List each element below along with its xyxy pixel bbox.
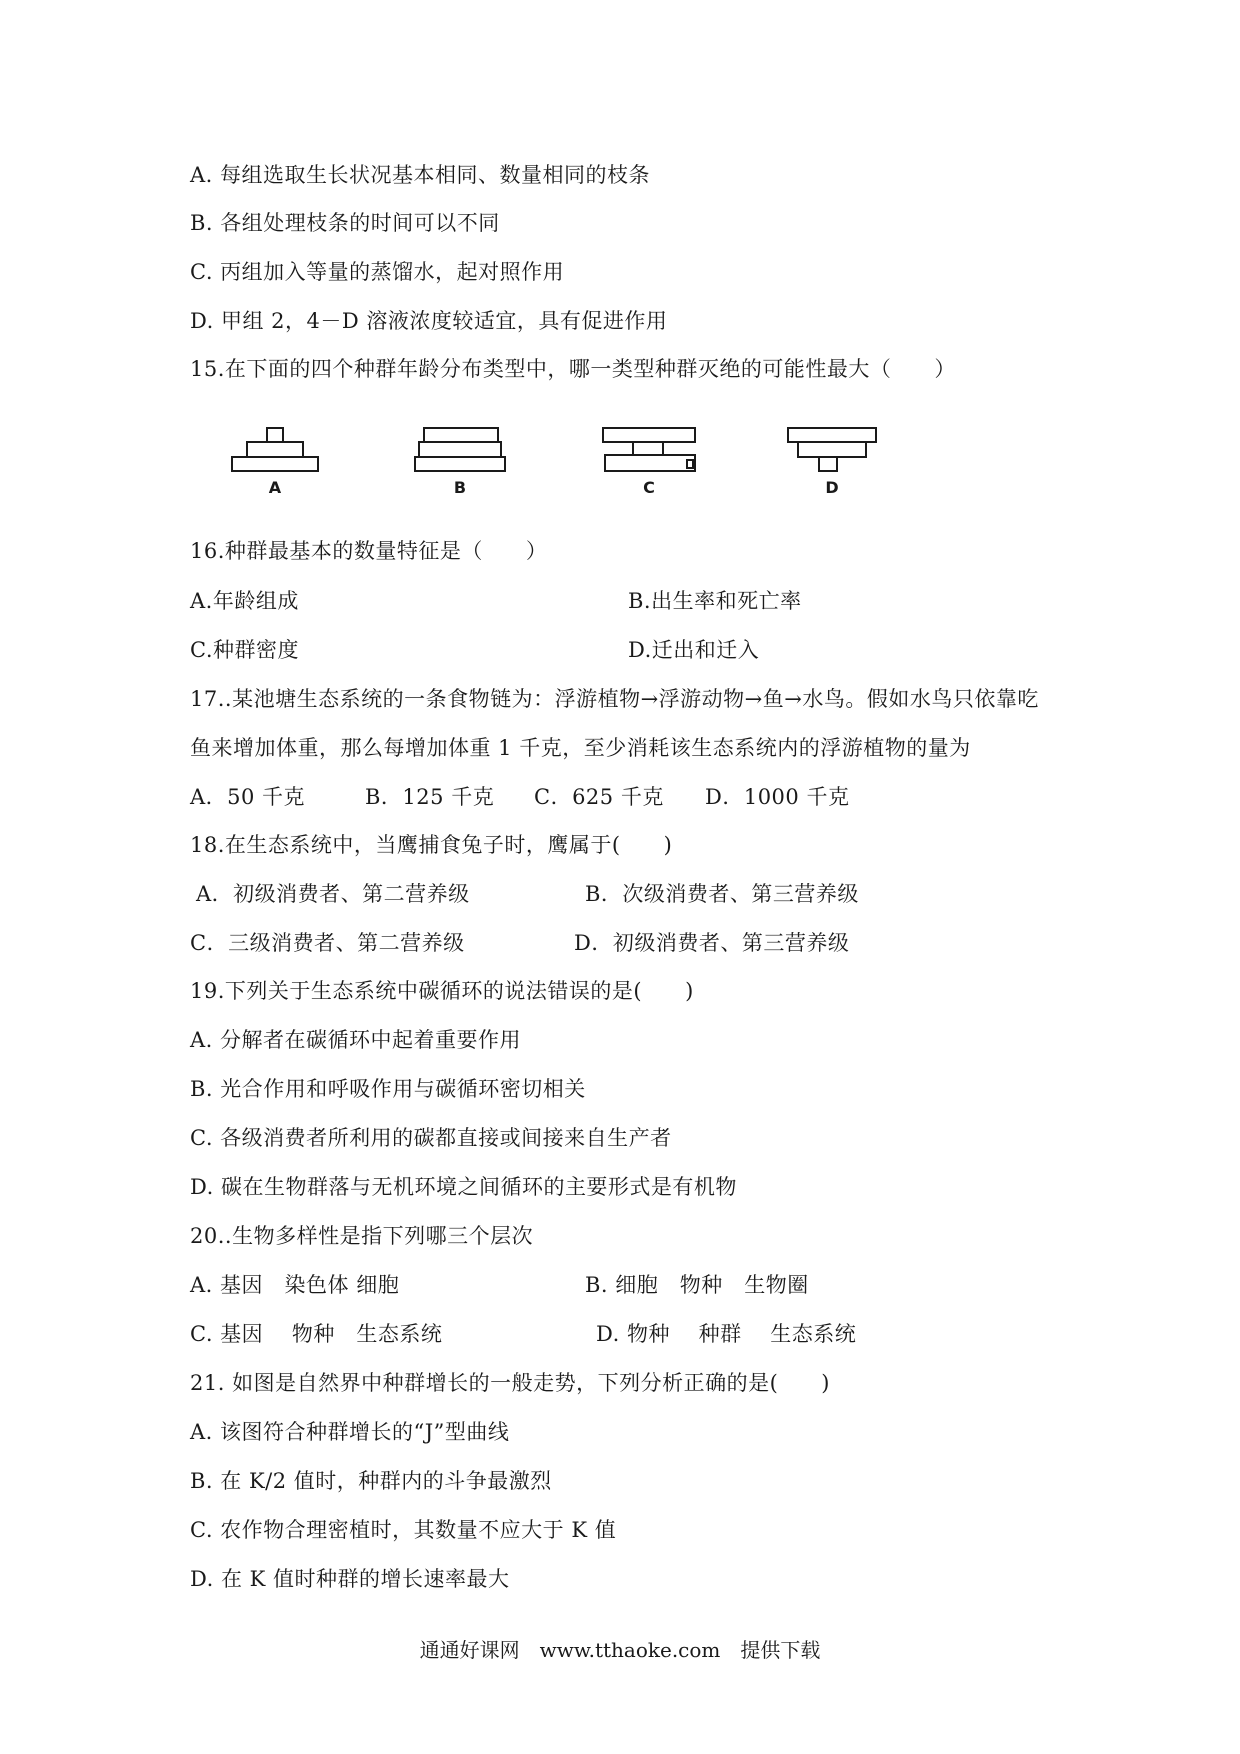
q20-option-a: A. 基因 染色体 细胞 (190, 1273, 400, 1297)
pyramid-d (788, 428, 876, 471)
pyramid-a (232, 428, 318, 471)
q21-stem: 21. 如图是自然界中种群增长的一般走势，下列分析正确的是( ) (190, 1371, 830, 1395)
q16-option-c: C.种群密度 (190, 638, 299, 662)
q19-option-c: C. 各级消费者所利用的碳都直接或间接来自生产者 (190, 1126, 672, 1150)
q19-option-d: D. 碳在生物群落与无机环境之间循环的主要形式是有机物 (190, 1175, 737, 1199)
q14-option-c: C. 丙组加入等量的蒸馏水，起对照作用 (190, 260, 565, 284)
q19-option-b: B. 光合作用和呼吸作用与碳循环密切相关 (190, 1077, 586, 1101)
pyramid-b (415, 428, 505, 471)
pyramid-label-d: D (825, 478, 839, 497)
q18-option-c: C．三级消费者、第二营养级 (190, 931, 465, 955)
q17-stem-line2: 鱼来增加体重，那么每增加体重 1 千克，至少消耗该生态系统内的浮游植物的量为 (190, 736, 971, 760)
pyramid-label-b: B (453, 478, 467, 497)
q16-stem: 16.种群最基本的数量特征是（ ） (190, 539, 548, 563)
q19-option-a: A. 分解者在碳循环中起着重要作用 (190, 1028, 522, 1052)
q18-option-a: A．初级消费者、第二营养级 (196, 882, 470, 906)
q14-option-d: D. 甲组 2，4－D 溶液浓度较适宜，具有促进作用 (190, 309, 668, 333)
q16-option-b: B.出生率和死亡率 (628, 589, 802, 613)
q17-stem-line1: 17..某池塘生态系统的一条食物链为：浮游植物→浮游动物→鱼→水鸟。假如水鸟只依靠吃 (190, 687, 1039, 711)
page-footer: 通通好课网 www.tthaoke.com 提供下载 (419, 1638, 821, 1662)
q21-option-d: D. 在 K 值时种群的增长速率最大 (190, 1567, 510, 1591)
q17-option-c: C．625 千克 (534, 785, 664, 809)
q16-option-a: A.年龄组成 (190, 589, 299, 613)
q16-option-d: D.迁出和迁入 (628, 638, 760, 662)
q17-option-a: A．50 千克 (190, 785, 306, 809)
q20-option-d: D. 物种 种群 生态系统 (596, 1322, 857, 1346)
q20-option-c: C. 基因 物种 生态系统 (190, 1322, 443, 1346)
pyramid-label-c: C (643, 478, 655, 497)
q20-stem: 20..生物多样性是指下列哪三个层次 (190, 1224, 534, 1248)
q14-option-b: B. 各组处理枝条的时间可以不同 (190, 211, 500, 235)
q14-option-a: A. 每组选取生长状况基本相同、数量相同的枝条 (190, 163, 651, 187)
q17-option-b: B．125 千克 (365, 785, 495, 809)
q15-stem: 15.在下面的四个种群年龄分布类型中，哪一类型种群灭绝的可能性最大（ ） (190, 357, 956, 381)
q17-option-d: D．1000 千克 (705, 785, 850, 809)
q20-option-b: B. 细胞 物种 生物圈 (585, 1273, 809, 1297)
q18-stem: 18.在生态系统中，当鹰捕食兔子时，鹰属于( ) (190, 833, 673, 857)
pyramid-c (603, 428, 695, 471)
q21-option-a: A. 该图符合种群增长的“J”型曲线 (190, 1420, 510, 1444)
q19-stem: 19.下列关于生态系统中碳循环的说法错误的是( ) (190, 979, 694, 1003)
q18-option-b: B．次级消费者、第三营养级 (585, 882, 859, 906)
q18-option-d: D．初级消费者、第三营养级 (574, 931, 850, 955)
age-pyramid-figure (225, 425, 905, 505)
pyramid-label-a: A (268, 478, 282, 497)
q21-option-c: C. 农作物合理密植时，其数量不应大于 K 值 (190, 1518, 617, 1542)
q21-option-b: B. 在 K/2 值时，种群内的斗争最激烈 (190, 1469, 552, 1493)
